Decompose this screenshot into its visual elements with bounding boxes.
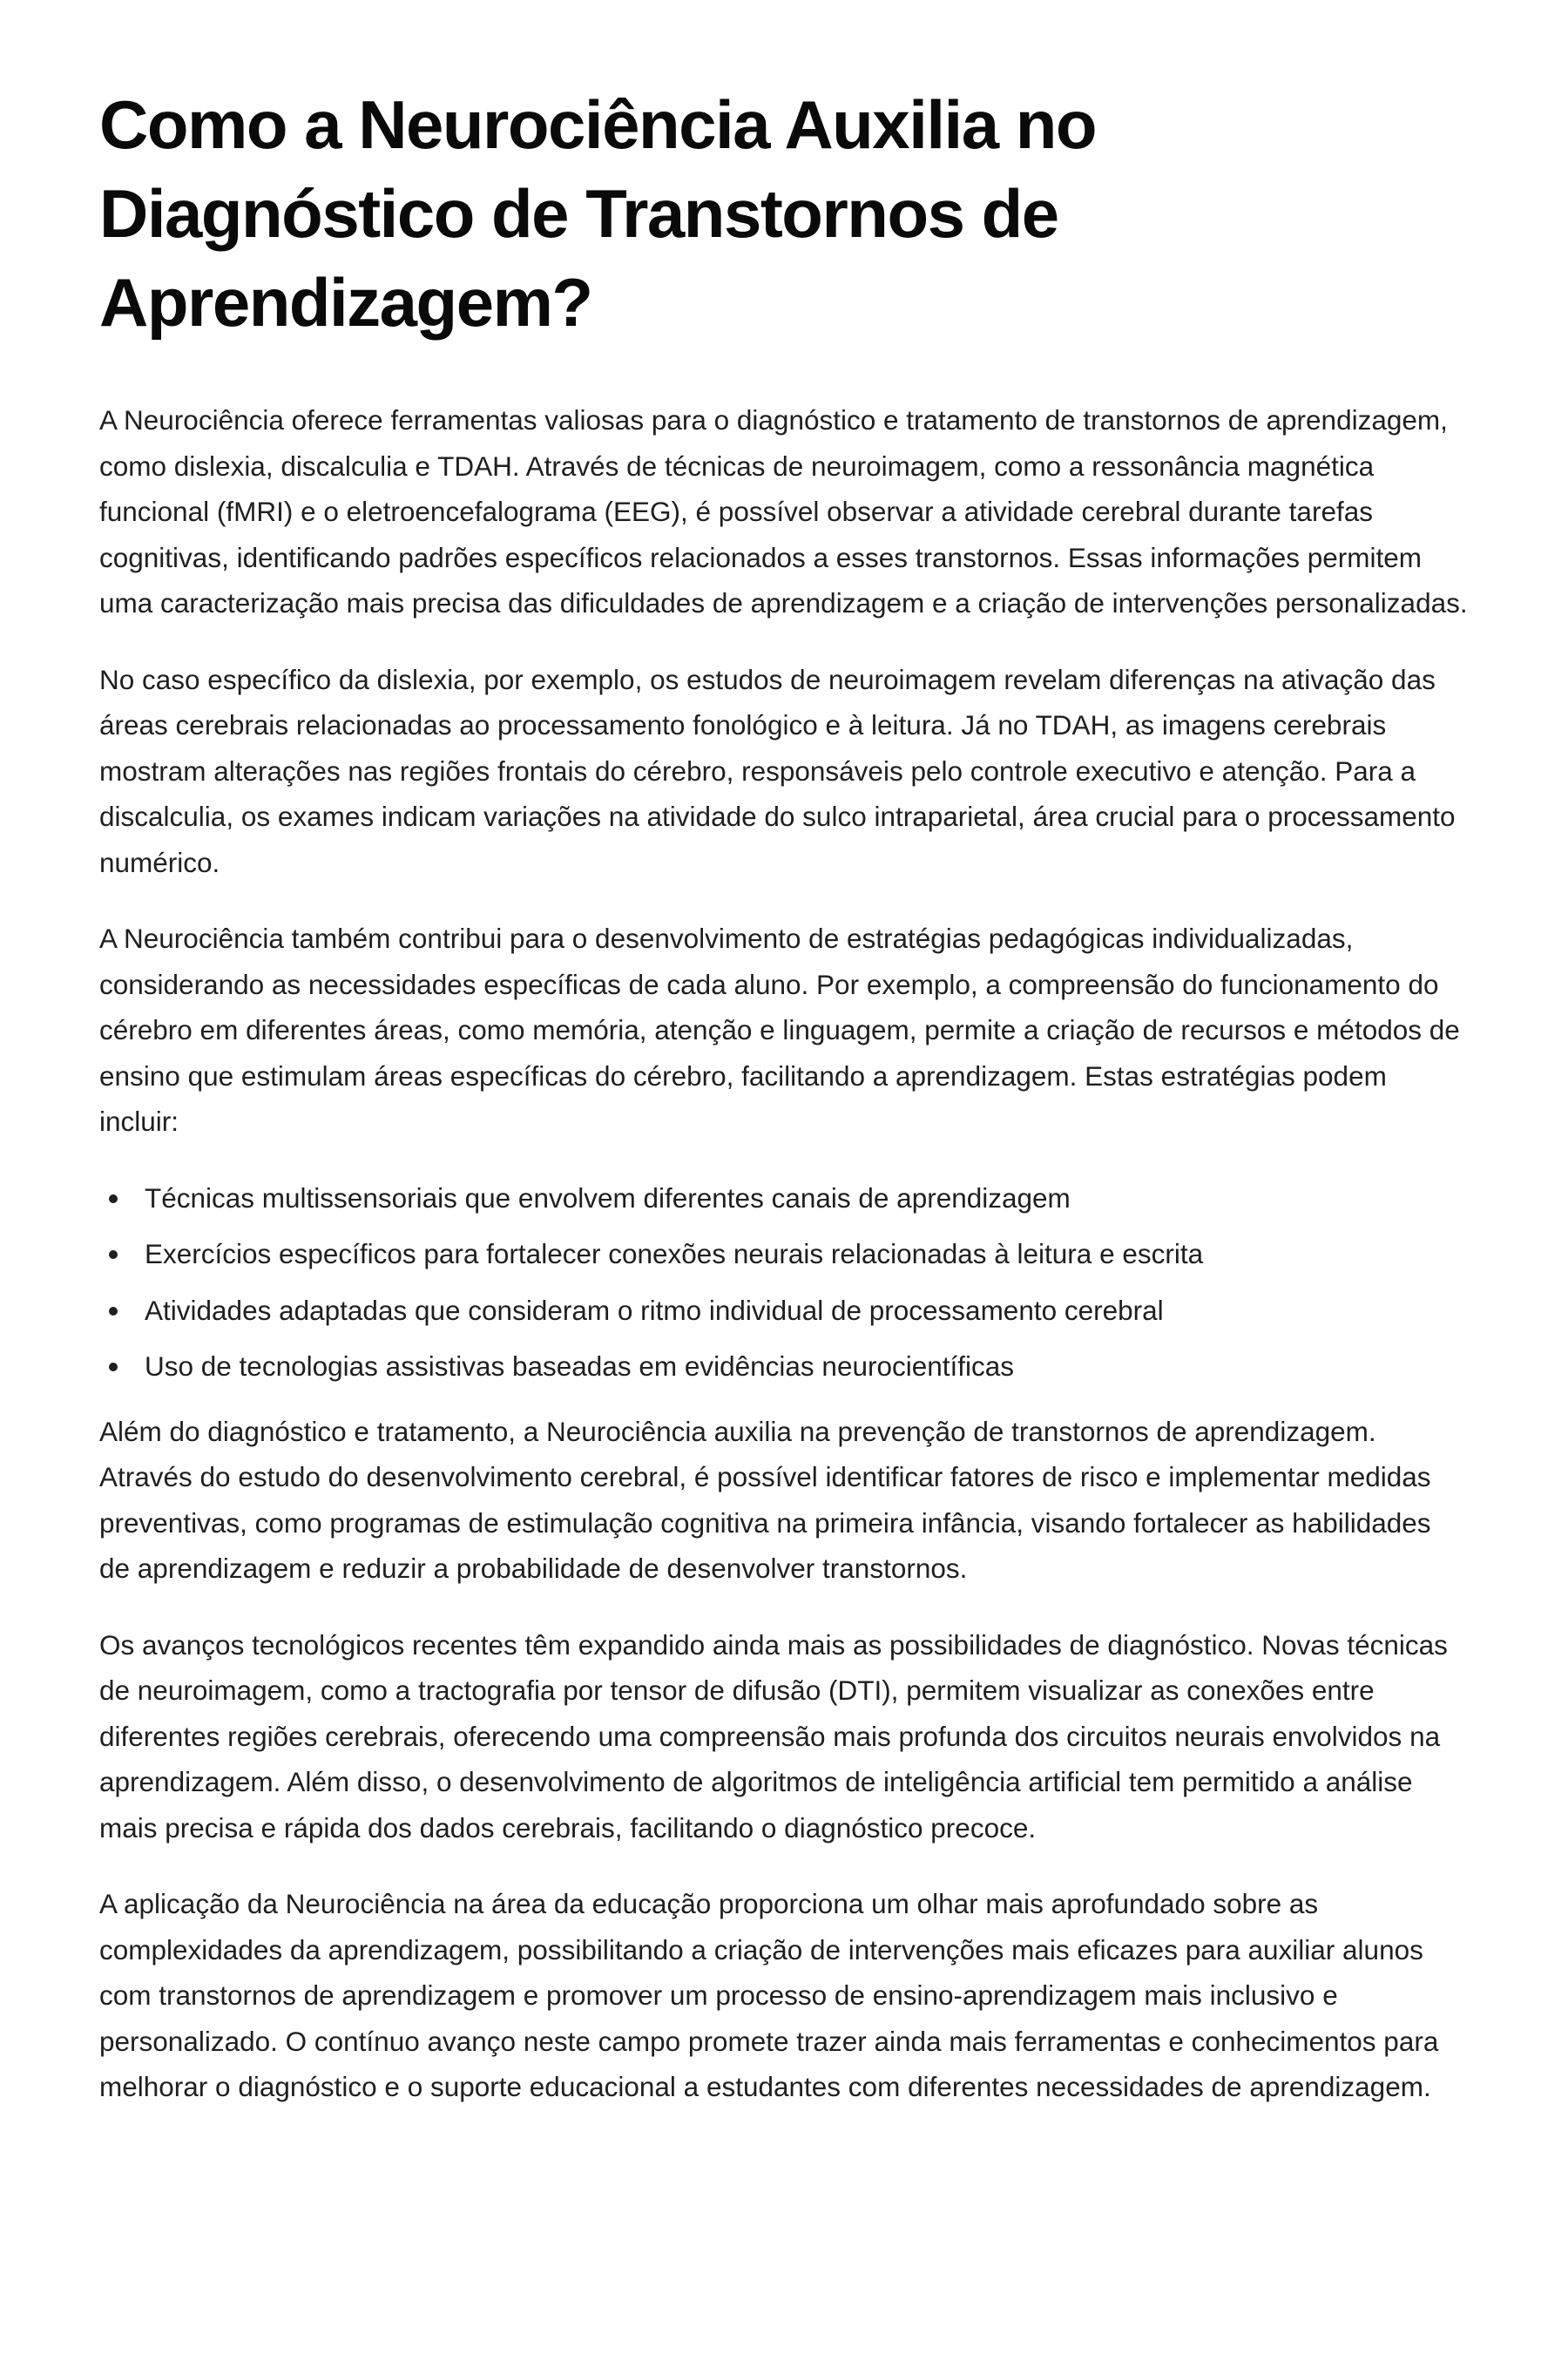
bullet-icon: [109, 1307, 118, 1316]
list-item: [145, 1288, 1469, 1334]
paragraph-strategies: A Neurociência também contribui para o desenvolvimento de estratégias pedagógicas individualizadas, considerando as necessidades específicas de cada aluno. Por exemplo, a compreensão do funcionamento do cérebro em diferentes áreas, como memória, atenção e linguagem, permite a criação de recursos e métodos de ensino que estimulam áreas específicas do cérebro, facilitando a aprendizagem. Estas estratégias podem incluir:: [99, 923, 1460, 1137]
paragraph-intro: A Neurociência oferece ferramentas valiosas para o diagnóstico e tratamento de transtornos de aprendizagem, como dislexia, discalculia e TDAH. Através de técnicas de neuroimagem, como a ressonância magnética funcional (fMRI) e o eletroencefalograma (EEG), é possível observar a atividade cerebral durante tarefas cognitivas, identificando padrões específicos relacionados a esses transtornos. Essas informações permitem uma caracterização mais precisa das dificuldades de aprendizagem e a criação de intervenções personalizadas.: [99, 404, 1468, 619]
list-item: [145, 1343, 1469, 1390]
article: [99, 80, 1469, 2141]
paragraph-prevention: Além do diagnóstico e tratamento, a Neurociência auxilia na prevenção de transtornos de aprendizagem. Através do estudo do desenvolvimento cerebral, é possível identificar fatores de risco e implementar medidas preventivas, como programas de estimulação cognitiva na primeira infância, visando fortalecer as habilidades de aprendizagem e reduzir a probabilidade de desenvolver transtornos.: [99, 1415, 1431, 1584]
list-item-text: Técnicas multissensoriais que envolvem diferentes canais de aprendizagem: [145, 1181, 1071, 1214]
paragraph-dyslexia: No caso específico da dislexia, por exemplo, os estudos de neuroimagem revelam diferenças na ativação das áreas cerebrais relacionadas ao processamento fonológico e à leitura. Já no TDAH, as imagens cerebrais mostram alterações nas regiões frontais do cérebro, responsáveis pelo controle executivo e atenção. Para a discalculia, os exames indicam variações na atividade do sulco intraparietal, área crucial para o processamento numérico.: [99, 663, 1456, 878]
bullet-icon: [109, 1250, 118, 1259]
bullet-icon: [109, 1194, 118, 1203]
strategies-list: [99, 1175, 1469, 1390]
paragraph-conclusion: A aplicação da Neurociência na área da educação proporciona um olhar mais aprofundado sobre as complexidades da aprendizagem, possibilitando a criação de intervenções mais eficazes para auxiliar alunos com transtornos de aprendizagem e promover um processo de ensino-aprendizagem mais inclusivo e personalizado. O contínuo avanço neste campo promete trazer ainda mais ferramentas e conhecimentos para melhorar o diagnóstico e o suporte educacional a estudantes com diferentes necessidades de aprendizagem.: [99, 1888, 1439, 2102]
article-title: Como a Neurociência Auxilia no Diagnóstico de Transtornos de Aprendizagem?: [99, 86, 1097, 341]
paragraph-technology: Os avanços tecnológicos recentes têm expandido ainda mais as possibilidades de diagnóstico. Novas técnicas de neuroimagem, como a tractografia por tensor de difusão (DTI), permitem visualizar as conexões entre diferentes regiões cerebrais, oferecendo uma compreensão mais profunda dos circuitos neurais envolvidos na aprendizagem. Além disso, o desenvolvimento de algoritmos de inteligência artificial tem permitido a análise mais precisa e rápida dos dados cerebrais, facilitando o diagnóstico precoce.: [99, 1628, 1448, 1844]
list-item-text: Exercícios específicos para fortalecer conexões neurais relacionadas à leitura e escrita: [145, 1238, 1204, 1269]
list-item: [145, 1231, 1469, 1277]
list-item: [145, 1175, 1469, 1221]
list-item-text: Atividades adaptadas que consideram o ritmo individual de processamento cerebral: [145, 1294, 1164, 1326]
bullet-icon: [109, 1363, 118, 1371]
list-item-text: Uso de tecnologias assistivas baseadas em evidências neurocientíficas: [145, 1350, 1015, 1382]
